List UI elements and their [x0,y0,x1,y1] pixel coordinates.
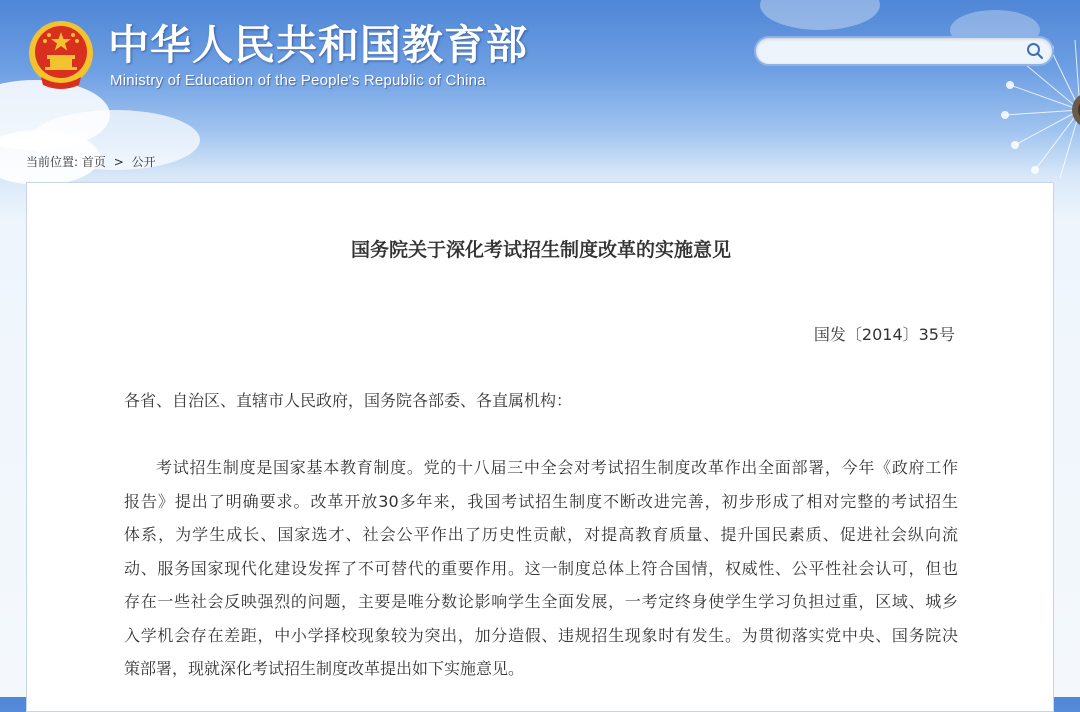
breadcrumb-public-link[interactable]: 公开 [131,155,156,169]
breadcrumb-home-link[interactable]: 首页 [81,155,106,169]
paragraph-line: 动、服务国家现代化建设发挥了不可替代的重要作用。这一制度总体上符合国情，权威性、公平性社会认可，但也 [124,558,958,578]
paragraph-line: 存在一些社会反映强烈的问题，主要是唯分数论影响学生全面发展，一考定终身使学生学习负担过重，区域、城乡 [124,592,958,611]
paragraph-line: 报告》提出了明确要求。改革开放30多年来，我国考试招生制度不断改进完善，初步形成了相对完整的考试招生 [124,491,958,511]
search-icon[interactable] [1026,42,1044,60]
breadcrumb-prefix: 当前位置: [26,155,79,169]
document-paragraph [124,451,958,686]
paragraph-line: 考试招生制度是国家基本教育制度。党的十八届三中全会对考试招生制度改革作出全面部署，今年《政府工作 [156,458,958,477]
paragraph-line: 体系，为学生成长、国家选才、社会公平作出了历史性贡献，对提高教育质量、提升国民素质、促进社会纵向流 [124,525,958,544]
site-subtitle: Ministry of Education of the People's Republic of China [110,72,486,89]
breadcrumb-separator: > [113,155,124,169]
content-panel [26,182,1054,712]
site-title[interactable]: 中华人民共和国教育部 [108,21,528,69]
breadcrumb [26,153,156,170]
document-number: 国发〔2014〕35号 [813,325,955,344]
document-salutation: 各省、自治区、直辖市人民政府，国务院各部委、各直属机构： [124,391,573,410]
national-emblem-icon[interactable] [27,19,95,93]
paragraph-line: 入学机会存在差距，中小学择校现象较为突出，加分造假、违规招生现象时有发生。为贯彻落实党中央、国务院决 [124,625,958,645]
search-input[interactable] [768,42,1022,62]
document-title: 国务院关于深化考试招生制度改革的实施意见 [350,239,731,261]
paragraph-line: 策部署，现就深化考试招生制度改革提出如下实施意见。 [124,659,525,678]
cloud-decoration [760,0,880,30]
search-box [754,36,1054,66]
